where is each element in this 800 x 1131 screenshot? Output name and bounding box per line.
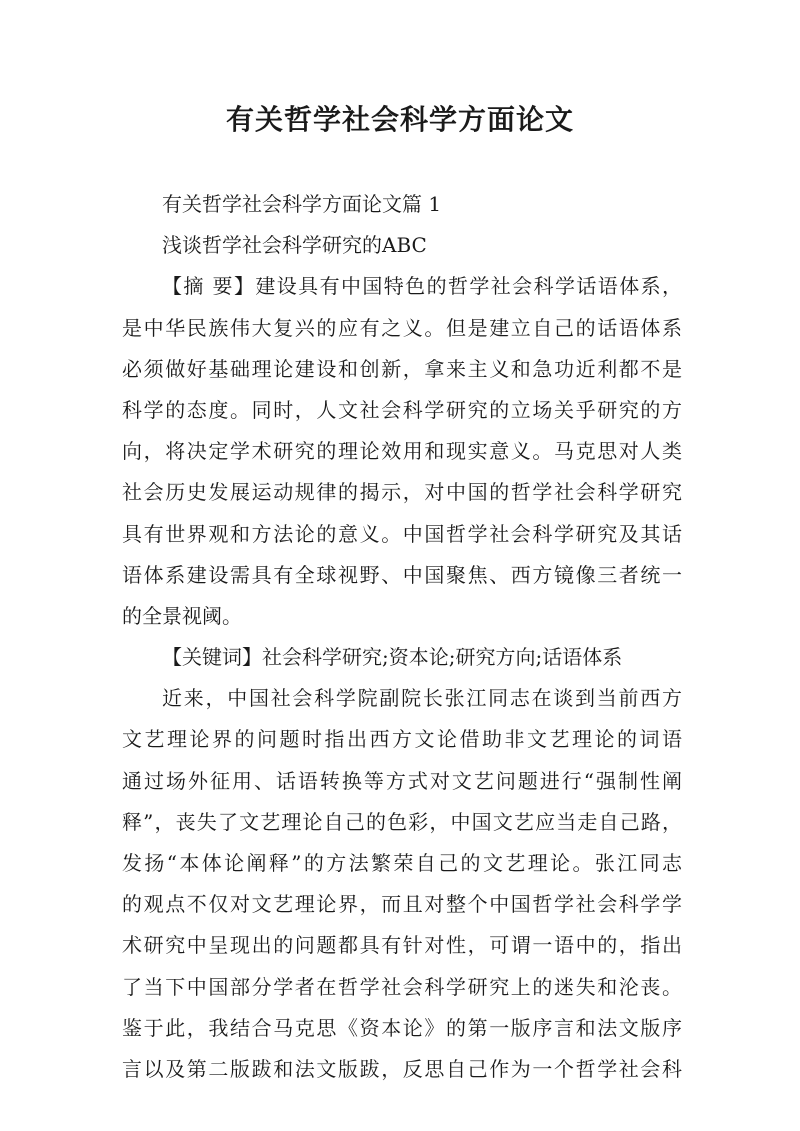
paragraph-line: 文艺理论界的问题时指出西方文论借助非文艺理论的词语 [122,727,682,752]
paragraph-line: 了当下中国部分学者在哲学社会科学研究上的迷失和沦丧。 [122,974,682,999]
paragraph-line: 近来，中国社会科学院副院长张江同志在谈到当前西方 [162,686,682,711]
document-body [122,184,682,1090]
abstract-line: 社会历史发展运动规律的揭示，对中国的哲学社会科学研究 [122,480,682,505]
abstract-line: 必须做好基础理论建设和创新，拿来主义和急功近利都不是 [122,356,682,381]
paragraph-line: 释”，丧失了文艺理论自己的色彩，中国文艺应当走自己路， [122,809,682,834]
section-heading: 有关哲学社会科学方面论文篇 1 [162,192,442,216]
paragraph-line: 通过场外征用、话语转换等方式对文艺问题进行“强制性阐 [122,768,682,793]
document-title: 有关哲学社会科学方面论文 [225,103,574,136]
paragraph-line: 言以及第二版跋和法文版跋，反思自己作为一个哲学社会科 [122,1056,682,1081]
paragraph-line: 鉴于此，我结合马克思《资本论》的第一版序言和法文版序 [122,1015,682,1040]
abstract-line: 科学的态度。同时，人文社会科学研究的立场关乎研究的方 [122,397,682,422]
abstract-line: 向，将决定学术研究的理论效用和现实意义。马克思对人类 [122,439,682,464]
article-title: 浅谈哲学社会科学研究的ABC [162,233,427,258]
keywords-line: 【关键词】社会科学研究;资本论;研究方向;话语体系 [162,645,623,670]
paragraph-line: 发扬“本体论阐释”的方法繁荣自己的文艺理论。张江同志 [122,851,682,875]
paragraph-line: 术研究中呈现出的问题都具有针对性，可谓一语中的，指出 [122,933,682,958]
abstract-line: 【摘 要】建设具有中国特色的哲学社会科学话语体系， [162,274,682,299]
abstract-line: 的全景视阈。 [122,603,242,628]
paragraph-line: 的观点不仅对文艺理论界，而且对整个中国哲学社会科学学 [122,892,682,917]
abstract-line: 具有世界观和方法论的意义。中国哲学社会科学研究及其话 [122,521,682,546]
abstract-line: 是中华民族伟大复兴的应有之义。但是建立自己的话语体系 [122,315,682,340]
abstract-line: 语体系建设需具有全球视野、中国聚焦、西方镜像三者统一 [122,562,682,587]
